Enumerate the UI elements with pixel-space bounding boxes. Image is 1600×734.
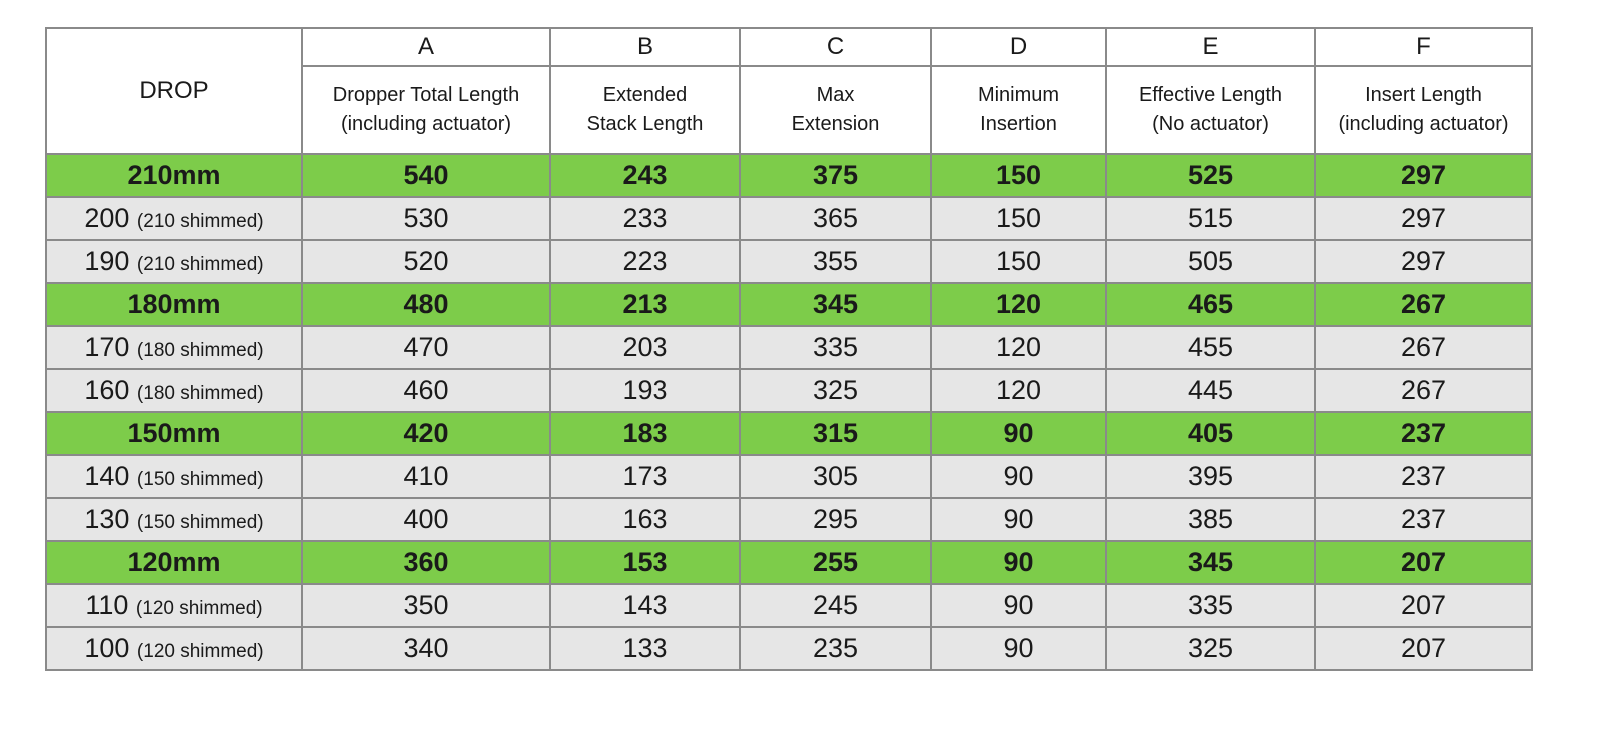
shim-note: (150 shimmed) xyxy=(136,512,264,533)
cell-f: 267 xyxy=(1315,283,1532,326)
shim-note: (120 shimmed) xyxy=(135,598,263,619)
drop-value: 100 xyxy=(84,633,130,663)
column-name-line: (including actuator) xyxy=(340,113,512,135)
drop-value: 180mm xyxy=(127,289,221,319)
cell-c: 355 xyxy=(740,240,931,283)
cell-e: 345 xyxy=(1106,541,1315,584)
drop-cell xyxy=(46,498,302,541)
column-letter-c: C xyxy=(740,28,931,66)
cell-a: 530 xyxy=(302,197,550,240)
cell-e: 335 xyxy=(1106,584,1315,627)
column-name-f xyxy=(1315,66,1532,154)
drop-value: 210mm xyxy=(127,160,221,190)
table-header xyxy=(46,28,1532,154)
column-letter-row xyxy=(46,28,1532,66)
cell-a: 400 xyxy=(302,498,550,541)
cell-f: 207 xyxy=(1315,584,1532,627)
table-row-highlighted xyxy=(46,541,1532,584)
column-letter-b: B xyxy=(550,28,740,66)
shim-note: (150 shimmed) xyxy=(136,469,264,490)
cell-d: 120 xyxy=(931,326,1106,369)
cell-a: 420 xyxy=(302,412,550,455)
cell-a: 340 xyxy=(302,627,550,670)
table-row xyxy=(46,627,1532,670)
cell-f: 297 xyxy=(1315,197,1532,240)
cell-f: 267 xyxy=(1315,369,1532,412)
cell-d: 90 xyxy=(931,498,1106,541)
cell-a: 470 xyxy=(302,326,550,369)
column-name-line: Insertion xyxy=(980,113,1057,135)
cell-d: 150 xyxy=(931,240,1106,283)
dropper-spec-table xyxy=(45,27,1533,671)
column-name-a xyxy=(302,66,550,154)
table-row xyxy=(46,498,1532,541)
drop-cell xyxy=(46,541,302,584)
column-name-line: Dropper Total Length xyxy=(332,84,520,106)
cell-a: 350 xyxy=(302,584,550,627)
shim-note: (120 shimmed) xyxy=(136,641,264,662)
cell-f: 237 xyxy=(1315,498,1532,541)
drop-column-header: DROP xyxy=(46,28,302,154)
column-name-e xyxy=(1106,66,1315,154)
cell-a: 410 xyxy=(302,455,550,498)
drop-cell xyxy=(46,197,302,240)
drop-value: 190 xyxy=(84,246,130,276)
cell-e: 385 xyxy=(1106,498,1315,541)
table-row xyxy=(46,455,1532,498)
cell-e: 325 xyxy=(1106,627,1315,670)
shim-note: (180 shimmed) xyxy=(136,383,264,404)
cell-b: 133 xyxy=(550,627,740,670)
drop-cell xyxy=(46,154,302,197)
table-row-highlighted xyxy=(46,283,1532,326)
cell-c: 375 xyxy=(740,154,931,197)
column-letter-e: E xyxy=(1106,28,1315,66)
column-name-line: Minimum xyxy=(977,84,1060,106)
column-name-b xyxy=(550,66,740,154)
column-name-line: Extension xyxy=(791,113,880,135)
cell-d: 90 xyxy=(931,627,1106,670)
drop-value: 160 xyxy=(84,375,130,405)
drop-cell xyxy=(46,326,302,369)
drop-cell xyxy=(46,455,302,498)
cell-b: 233 xyxy=(550,197,740,240)
cell-e: 505 xyxy=(1106,240,1315,283)
cell-f: 237 xyxy=(1315,455,1532,498)
cell-d: 90 xyxy=(931,541,1106,584)
cell-f: 297 xyxy=(1315,154,1532,197)
cell-d: 120 xyxy=(931,369,1106,412)
drop-value: 120mm xyxy=(127,547,221,577)
cell-b: 203 xyxy=(550,326,740,369)
cell-f: 237 xyxy=(1315,412,1532,455)
cell-b: 223 xyxy=(550,240,740,283)
column-letter-a: A xyxy=(302,28,550,66)
shim-note: (180 shimmed) xyxy=(136,340,264,361)
cell-c: 325 xyxy=(740,369,931,412)
drop-cell xyxy=(46,283,302,326)
drop-cell xyxy=(46,369,302,412)
shim-note: (210 shimmed) xyxy=(136,254,264,275)
cell-c: 235 xyxy=(740,627,931,670)
drop-cell xyxy=(46,627,302,670)
cell-e: 465 xyxy=(1106,283,1315,326)
column-letter-f: F xyxy=(1315,28,1532,66)
table-row-highlighted xyxy=(46,154,1532,197)
cell-d: 90 xyxy=(931,584,1106,627)
cell-d: 90 xyxy=(931,455,1106,498)
column-name-d xyxy=(931,66,1106,154)
cell-e: 445 xyxy=(1106,369,1315,412)
drop-value: 200 xyxy=(84,203,130,233)
table-body xyxy=(46,154,1532,670)
table-row xyxy=(46,240,1532,283)
column-name-line: (including actuator) xyxy=(1338,113,1509,135)
shim-note: (210 shimmed) xyxy=(136,211,264,232)
column-name-c xyxy=(740,66,931,154)
cell-d: 90 xyxy=(931,412,1106,455)
cell-d: 150 xyxy=(931,197,1106,240)
cell-f: 297 xyxy=(1315,240,1532,283)
column-name-line: Extended xyxy=(602,84,688,106)
column-name-line: Effective Length xyxy=(1138,84,1283,106)
cell-c: 335 xyxy=(740,326,931,369)
drop-cell xyxy=(46,412,302,455)
drop-value: 150mm xyxy=(127,418,221,448)
cell-c: 345 xyxy=(740,283,931,326)
cell-b: 243 xyxy=(550,154,740,197)
drop-value: 130 xyxy=(84,504,130,534)
column-name-line: Stack Length xyxy=(586,113,704,135)
cell-b: 183 xyxy=(550,412,740,455)
cell-f: 207 xyxy=(1315,541,1532,584)
cell-c: 365 xyxy=(740,197,931,240)
cell-b: 193 xyxy=(550,369,740,412)
table-row xyxy=(46,197,1532,240)
cell-d: 120 xyxy=(931,283,1106,326)
cell-a: 360 xyxy=(302,541,550,584)
table-row xyxy=(46,369,1532,412)
cell-c: 305 xyxy=(740,455,931,498)
cell-b: 213 xyxy=(550,283,740,326)
cell-a: 480 xyxy=(302,283,550,326)
cell-c: 295 xyxy=(740,498,931,541)
cell-e: 395 xyxy=(1106,455,1315,498)
cell-a: 540 xyxy=(302,154,550,197)
cell-f: 207 xyxy=(1315,627,1532,670)
cell-b: 173 xyxy=(550,455,740,498)
column-name-line: Insert Length xyxy=(1365,84,1482,106)
table-row-highlighted xyxy=(46,412,1532,455)
cell-e: 405 xyxy=(1106,412,1315,455)
table-row xyxy=(46,326,1532,369)
cell-b: 143 xyxy=(550,584,740,627)
cell-a: 460 xyxy=(302,369,550,412)
cell-b: 163 xyxy=(550,498,740,541)
cell-e: 525 xyxy=(1106,154,1315,197)
cell-e: 455 xyxy=(1106,326,1315,369)
cell-c: 245 xyxy=(740,584,931,627)
column-name-line: Max xyxy=(816,84,855,106)
table-row xyxy=(46,584,1532,627)
cell-d: 150 xyxy=(931,154,1106,197)
drop-value: 140 xyxy=(84,461,130,491)
drop-value: 170 xyxy=(84,332,130,362)
cell-e: 515 xyxy=(1106,197,1315,240)
drop-cell xyxy=(46,584,302,627)
cell-b: 153 xyxy=(550,541,740,584)
column-letter-d: D xyxy=(931,28,1106,66)
cell-c: 315 xyxy=(740,412,931,455)
cell-f: 267 xyxy=(1315,326,1532,369)
drop-cell xyxy=(46,240,302,283)
column-name-line: (No actuator) xyxy=(1152,113,1269,135)
cell-a: 520 xyxy=(302,240,550,283)
drop-value: 110 xyxy=(85,590,129,620)
cell-c: 255 xyxy=(740,541,931,584)
